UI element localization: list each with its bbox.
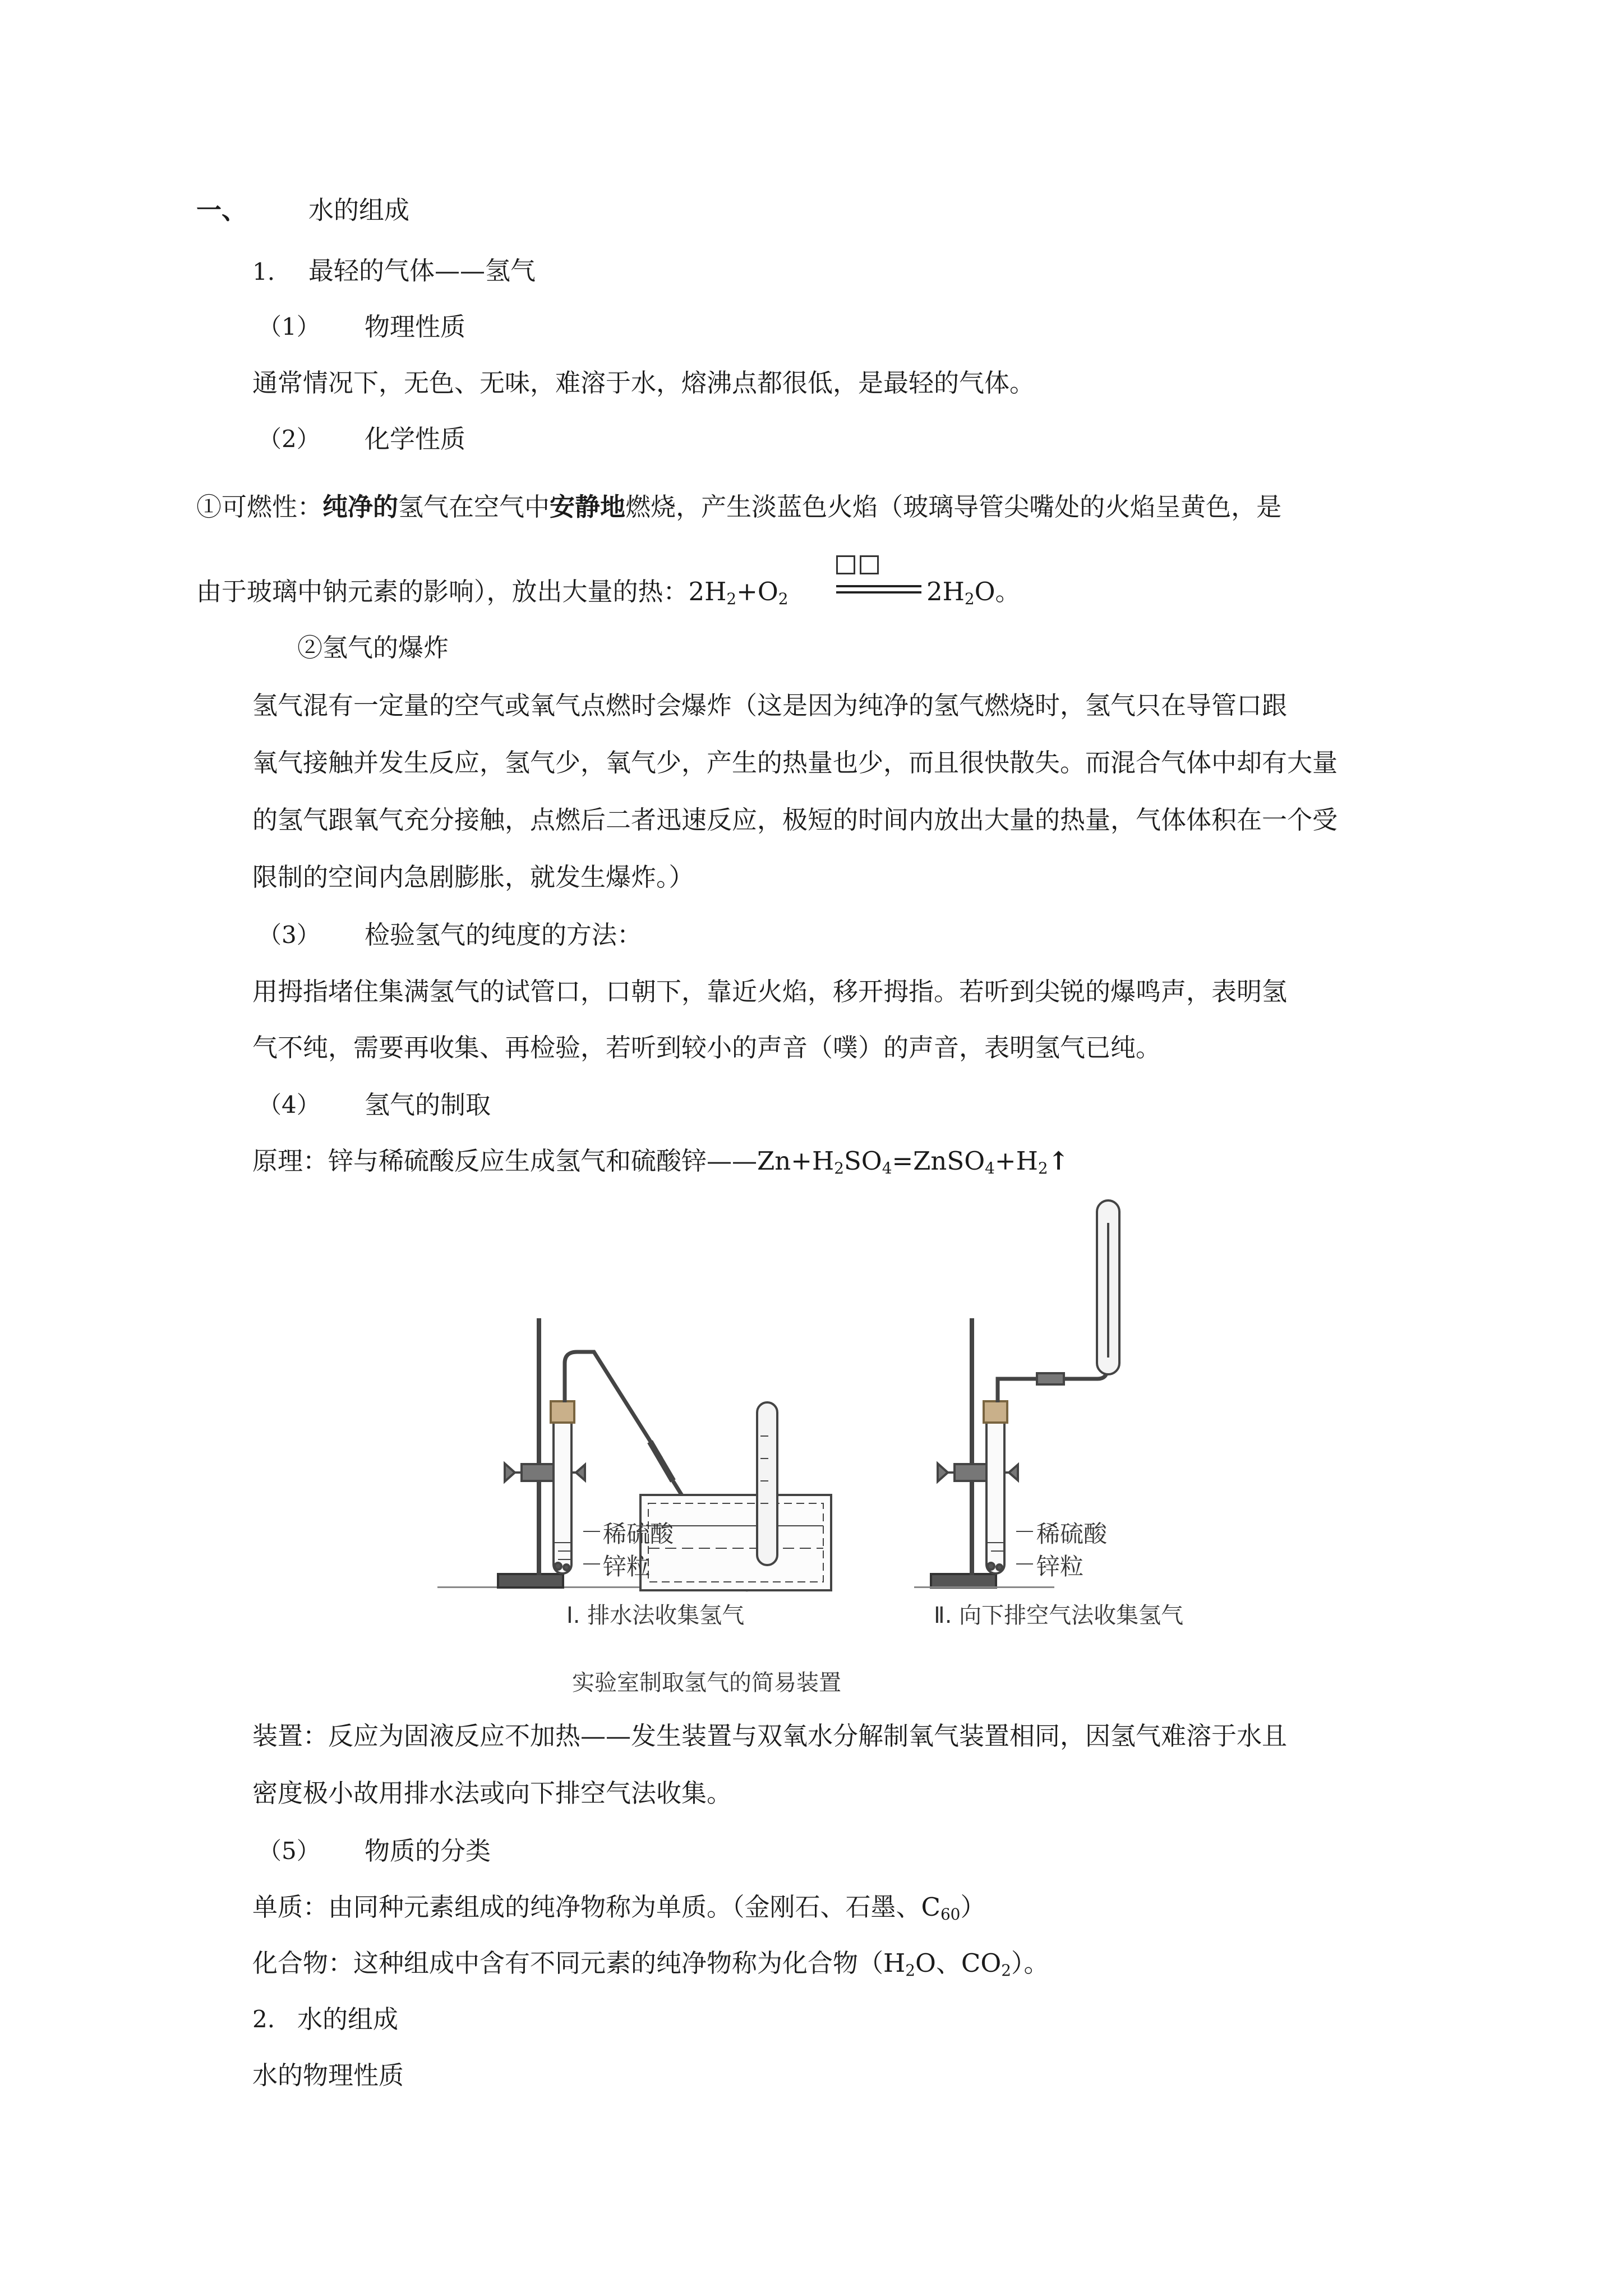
paragraph-line: 限制的空间内急剧膨胀，就发生爆炸。） <box>252 862 694 892</box>
apparatus-figure <box>437 1189 1256 1655</box>
figure-caption: 实验室制取氢气的简易装置 <box>572 1670 841 1696</box>
item-number: （4） <box>258 1091 320 1119</box>
subsection-number: 2. <box>252 2005 275 2033</box>
explosion-title: ②氢气的爆炸 <box>297 633 449 662</box>
label-zinc: 锌粒 <box>603 1553 651 1580</box>
item-title: 氢气的制取 <box>365 1090 491 1120</box>
paragraph-line: 用拇指堵住集满氢气的试管口，口朝下，靠近火焰，移开拇指。若听到尖锐的爆鸣声，表明氢 <box>252 977 1288 1006</box>
item-title: 化学性质 <box>365 424 466 454</box>
item-number: （1） <box>258 313 320 341</box>
section-marker: 一、 <box>196 195 247 225</box>
label-zinc: 锌粒 <box>1036 1553 1084 1580</box>
item-number: （2） <box>258 425 320 453</box>
simple-substance-line: 单质：由同种元素组成的纯净物称为单质。（金刚石、石墨、$C_{60}$） <box>252 1892 986 1924</box>
paragraph-line: 的氢气跟氧气充分接触，点燃后二者迅速反应，极短的时间内放出大量的热量，气体体积在一个受 <box>252 805 1338 835</box>
combustion-equation-line: 由于玻璃中钠元素的影响），放出大量的热：$2H_2+O_2$ <box>196 577 789 608</box>
equals-sign <box>836 585 921 594</box>
item-number: （5） <box>258 1837 320 1865</box>
reaction-condition-box <box>836 555 892 580</box>
subsection-title: 最轻的气体——氢气 <box>308 256 536 286</box>
item-title: 物质的分类 <box>365 1836 491 1866</box>
item-number: （3） <box>258 921 320 949</box>
subsection-number: 1. <box>252 258 275 286</box>
label-acid: 稀硫酸 <box>603 1520 674 1548</box>
principle-line: 原理：锌与稀硫酸反应生成氢气和硫酸锌$——Zn+H_2SO_4=ZnSO_4+H_2↑$ <box>252 1146 1069 1177</box>
caption-method-one: Ⅰ. 排水法收集氢气 <box>566 1603 745 1628</box>
paragraph: 通常情况下，无色、无味，难溶于水，熔沸点都很低，是最轻的气体。 <box>252 368 1035 398</box>
paragraph: 水的物理性质 <box>252 2060 404 2090</box>
caption-method-two: Ⅱ. 向下排空气法收集氢气 <box>934 1603 1184 1628</box>
apparatus-drawing <box>437 1189 1256 1655</box>
item-title: 检验氢气的纯度的方法： <box>365 920 643 950</box>
paragraph-line: 氢气混有一定量的空气或氧气点燃时会爆炸（这是因为纯净的氢气燃烧时，氢气只在导管口跟 <box>252 691 1288 720</box>
equation-product: $2H_2O$。 <box>926 577 1021 608</box>
subsection-title: 水的组成 <box>297 2004 399 2034</box>
paragraph-line: 氧气接触并发生反应，氢气少，氧气少，产生的热量也少，而且很快散失。而混合气体中却有大量 <box>252 748 1338 777</box>
paragraph-line: 密度极小故用排水法或向下排空气法收集。 <box>252 1778 732 1808</box>
paragraph-line: 气不纯，需要再收集、再检验，若听到较小的声音（噗）的声音，表明氢气已纯。 <box>252 1033 1161 1062</box>
label-acid: 稀硫酸 <box>1036 1520 1108 1548</box>
combustion-line: ①可燃性：纯净的氢气在空气中安静地燃烧，产生淡蓝色火焰（玻璃导管尖嘴处的火焰呈黄色，是 <box>196 492 1282 522</box>
item-title: 物理性质 <box>365 312 466 342</box>
paragraph-line: 装置：反应为固液反应不加热——发生装置与双氧水分解制氧气装置相同，因氢气难溶于水且 <box>252 1721 1288 1751</box>
compound-line: 化合物：这种组成中含有不同元素的纯净物称为化合物（$H_2O$、$CO_2$）。 <box>252 1948 1049 1980</box>
section-title: 水的组成 <box>308 195 410 225</box>
